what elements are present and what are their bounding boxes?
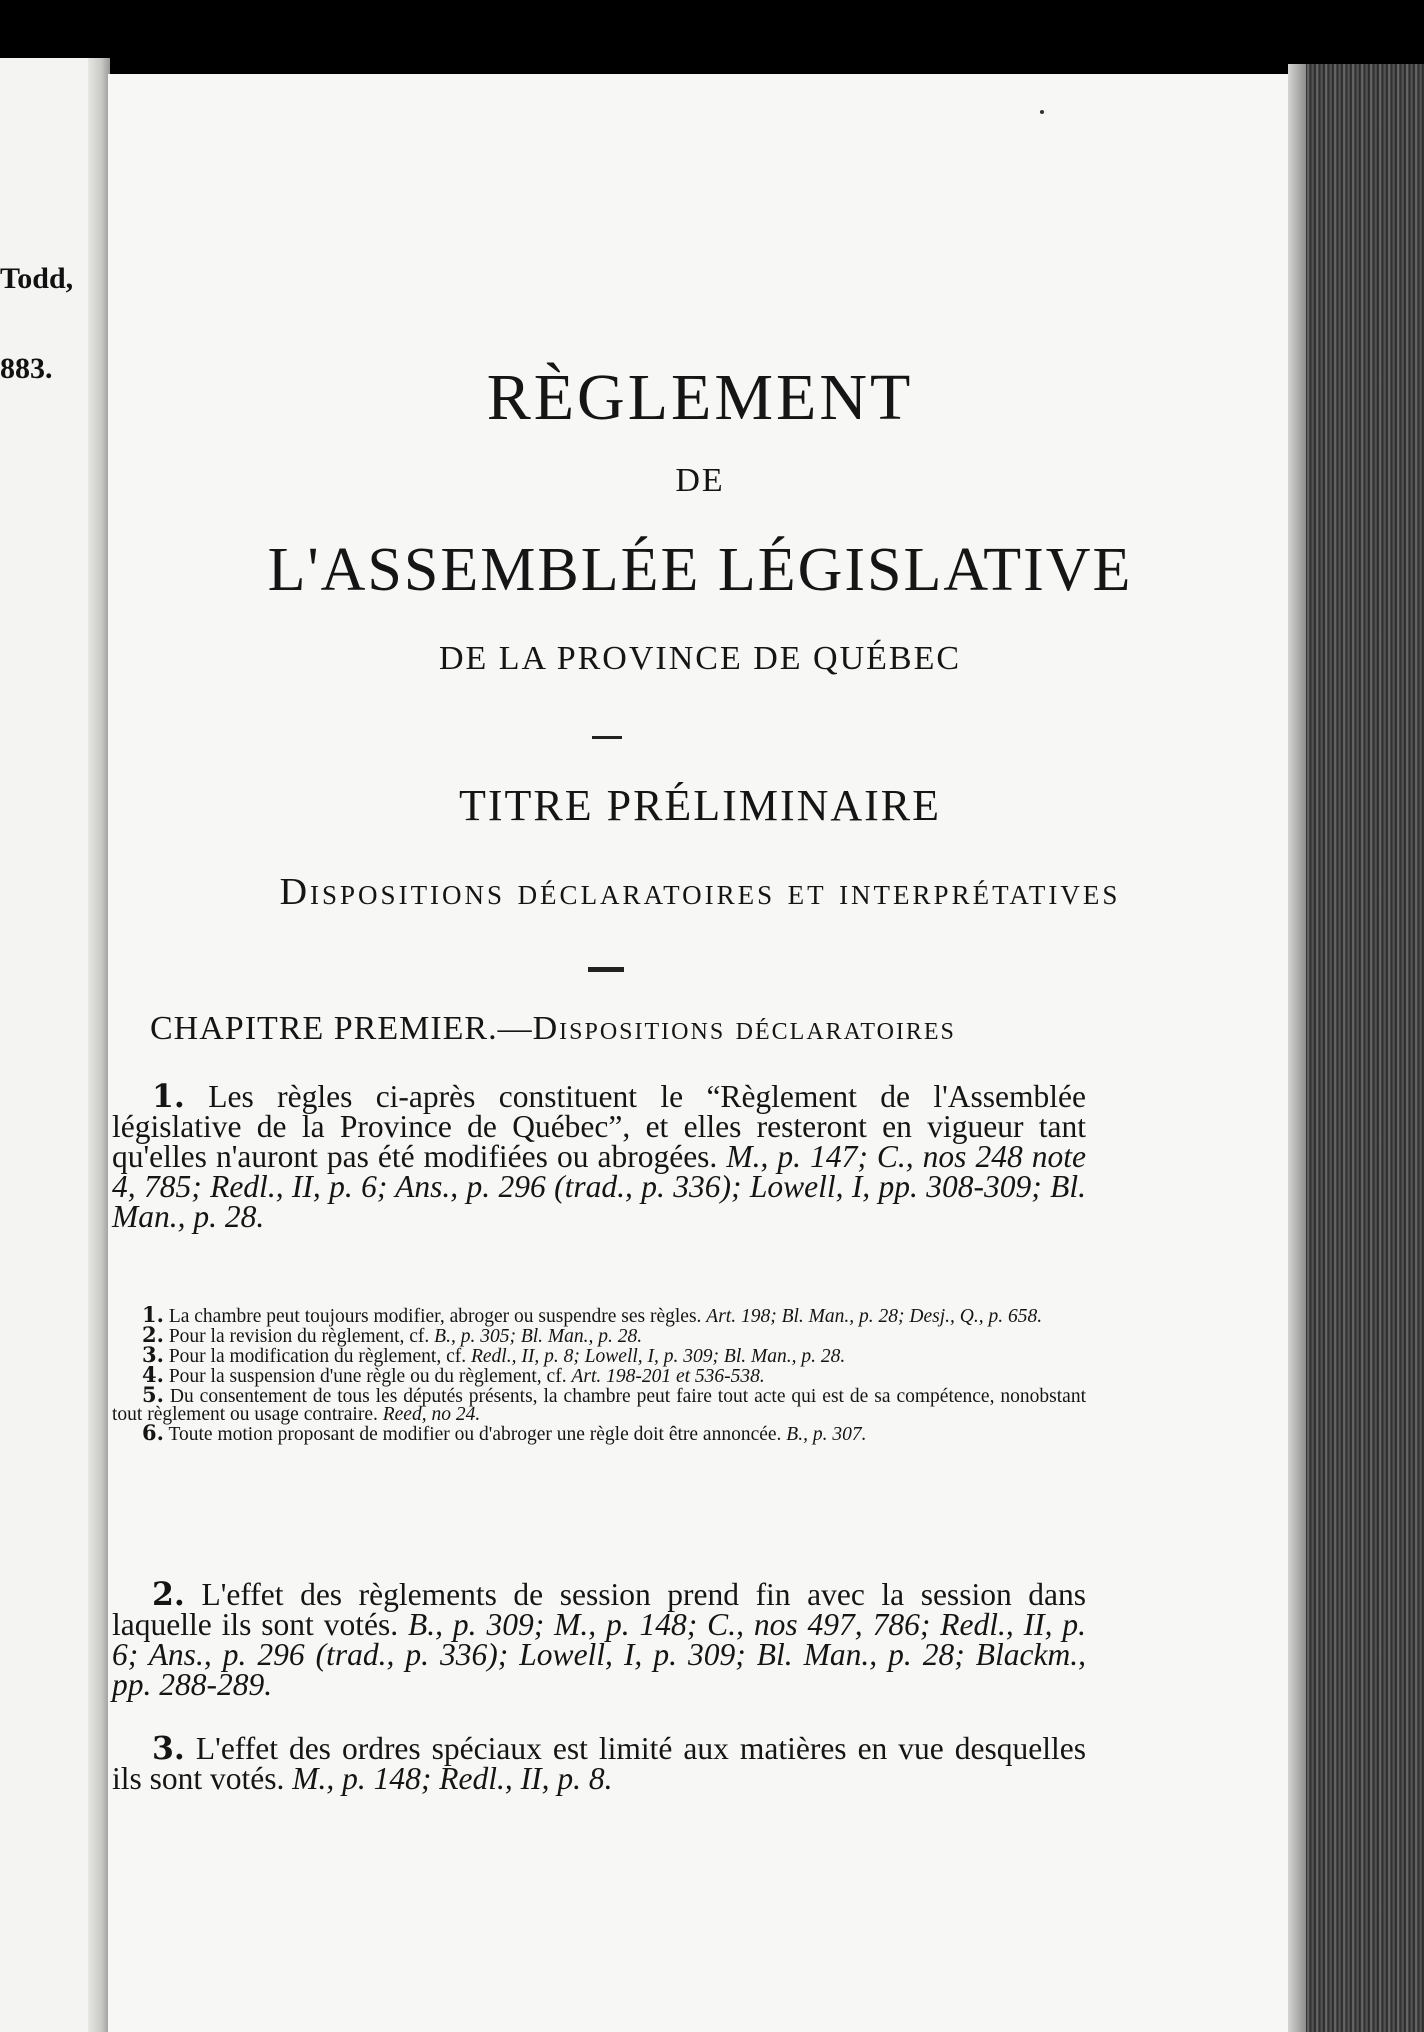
facing-page-fragment: Todd, [0,262,74,295]
title-assemblee: L'ASSEMBLÉE LÉGISLATIVE [267,536,1133,604]
note-text: Pour la modification du règlement, cf. [168,1346,467,1367]
note-references: B., p. 305; Bl. Man., p. 28. [434,1326,643,1347]
note-references: Reed, no 24. [382,1404,481,1425]
note-item [112,1322,1086,1347]
note-text: Du consentement de tous les députés présents, la chambre peut faire tout acte qui est de sa compétence, nonobstant tout règlement ou usage contraire. [112,1386,1086,1425]
note-number: 6. [142,1420,164,1445]
title-reglement: RÈGLEMENT [486,361,914,434]
separator-dash [592,736,622,739]
note-number: 3. [142,1342,164,1367]
chapter-label: CHAPITRE PREMIER.— [150,1010,533,1047]
title-preliminaire: TITRE PRÉLIMINAIRE [458,781,942,830]
note-text: Toute motion proposant de modifier ou d'abroger une règle doit être annoncée. [168,1424,782,1445]
note-item [112,1302,1086,1327]
article-number: 1. [152,1078,185,1115]
note-text: Pour la suspension d'une règle ou du règlement, cf. [168,1366,567,1387]
facing-page-fragment: 883. [0,352,53,385]
article-2 [112,1576,1087,1702]
note-references: B., p. 307. [786,1424,867,1445]
separator-dash [588,967,624,972]
note-number: 5. [142,1382,164,1407]
speck [1040,110,1044,114]
article-references: M., p. 148; Redl., II, p. 8. [292,1761,613,1796]
article-3 [112,1730,1087,1796]
title-dispositions: Dispositions déclaratoires et interprétatives [279,871,1121,913]
title-province: DE LA PROVINCE DE QUÉBEC [438,640,962,677]
note-item [112,1382,1086,1425]
book-gutter [88,58,110,2032]
article-text: L'effet des ordres spéciaux est limité aux matières en vue desquelles ils sont votés. [112,1731,1087,1796]
article-number: 2. [152,1576,185,1613]
article-1-notes [112,1302,1086,1445]
article-text: L'effet des règlements de session prend fin avec la session dans laquelle ils sont votés. [112,1577,1087,1642]
chapter-title: Dispositions déclaratoires [532,1010,956,1047]
note-number: 2. [142,1322,164,1347]
article-1 [112,1078,1086,1234]
article-references: M., p. 147; C., nos 248 note 4, 785; Redl., II, p. 6; Ans., p. 296 (trad., p. 336); Lowell, I, pp. 308-309; Bl. Man., p. 28. [112,1139,1086,1234]
article-references: B., p. 309; M., p. 148; C., nos 497, 786; Redl., II, p. 6; Ans., p. 296 (trad., p. 336); Lowell, I, p. 309; Bl. Man., p. 28; Blackm., pp. 288-289. [112,1607,1086,1702]
note-text: La chambre peut toujours modifier, abroger ou suspendre ses règles. [168,1306,702,1327]
note-text: Pour la revision du règlement, cf. [168,1326,430,1347]
chapter-heading [150,1010,1050,1048]
note-number: 1. [142,1302,164,1327]
note-references: Redl., II, p. 8; Lowell, I, p. 309; Bl. Man., p. 28. [470,1346,846,1367]
page-edges [1292,64,1424,2032]
note-references: Art. 198; Bl. Man., p. 28; Desj., Q., p. 658. [706,1306,1043,1327]
note-item [112,1362,1086,1387]
article-number: 3. [152,1730,185,1767]
note-item [112,1342,1086,1367]
note-number: 4. [142,1362,164,1387]
title-de: DE [675,462,725,499]
note-item [112,1420,1086,1445]
note-references: Art. 198-201 et 536-538. [571,1366,765,1387]
article-text: Les règles ci-après constituent le “Règlement de l'Assemblée législative de la Province de Québec”, et elles resteront en vigueur tant qu'elles n'auront pas été modifiées ou abrogées. [112,1079,1086,1174]
